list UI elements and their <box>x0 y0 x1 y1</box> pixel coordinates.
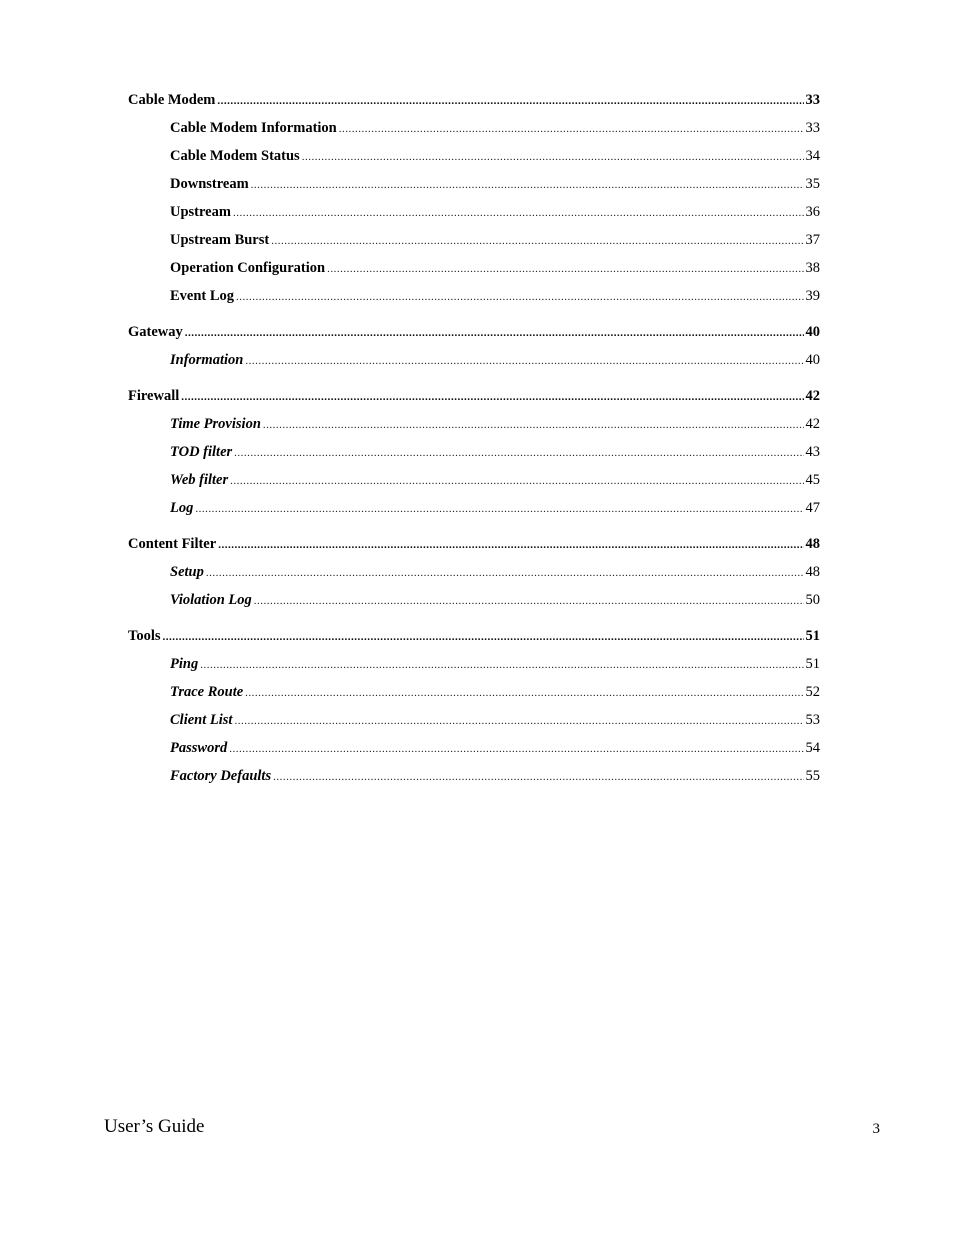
toc-subentry-title: Cable Modem Status <box>170 148 300 164</box>
toc-section <box>128 625 820 793</box>
dot-leader <box>263 414 804 436</box>
toc-subentry-title: Time Provision <box>170 416 261 432</box>
toc-subentry-page: 36 <box>805 204 820 220</box>
toc-subentry-page: 54 <box>805 740 820 756</box>
dot-leader <box>185 322 804 344</box>
toc-subentry-page: 33 <box>805 120 820 136</box>
toc-section <box>128 385 820 525</box>
toc-subentry-page: 37 <box>805 232 820 248</box>
dot-leader <box>195 498 803 520</box>
toc-entry-page: 33 <box>805 92 820 108</box>
toc-subentry-title: Downstream <box>170 176 249 192</box>
dot-leader <box>251 174 804 196</box>
table-of-contents <box>128 89 820 793</box>
toc-subentry-page: 43 <box>805 444 820 460</box>
toc-entry-subitem[interactable] <box>128 257 820 285</box>
dot-leader <box>339 118 804 140</box>
toc-entry-subitem[interactable] <box>128 173 820 201</box>
toc-subentry-title: Log <box>170 500 194 516</box>
toc-entry-subitem[interactable] <box>128 201 820 229</box>
toc-subentry-page: 50 <box>805 592 820 608</box>
toc-entry-heading[interactable] <box>128 533 820 561</box>
footer-guide-title: User’s Guide <box>104 1116 205 1137</box>
toc-entry-heading[interactable] <box>128 625 820 653</box>
toc-subentry-title: Upstream Burst <box>170 232 270 248</box>
toc-subentry-title: Event Log <box>170 288 235 304</box>
toc-section <box>128 321 820 377</box>
toc-entry-subitem[interactable] <box>128 469 820 497</box>
dot-leader <box>234 710 803 732</box>
toc-subentry-page: 35 <box>805 176 820 192</box>
dot-leader <box>217 90 803 112</box>
toc-subentry-page: 42 <box>805 416 820 432</box>
toc-subentry-title: Operation Configuration <box>170 260 326 276</box>
toc-entry-subitem[interactable] <box>128 413 820 441</box>
dot-leader <box>230 470 803 492</box>
toc-subentry-page: 53 <box>805 712 820 728</box>
toc-subentry-page: 45 <box>805 472 820 488</box>
toc-subentry-page: 47 <box>805 500 820 516</box>
toc-subentry-page: 34 <box>805 148 820 164</box>
toc-subentry-page: 39 <box>805 288 820 304</box>
toc-subentry-title: Trace Route <box>170 684 244 700</box>
toc-entry-title: Cable Modem <box>128 92 216 108</box>
dot-leader <box>302 146 804 168</box>
footer-page-number: 3 <box>872 1121 880 1137</box>
toc-entry-page: 51 <box>805 628 820 644</box>
toc-entry-subitem[interactable] <box>128 145 820 173</box>
toc-subentry-title: Setup <box>170 564 204 580</box>
dot-leader <box>245 682 803 704</box>
toc-subentry-title: Web filter <box>170 472 229 488</box>
toc-entry-subitem[interactable] <box>128 349 820 377</box>
dot-leader <box>181 386 803 408</box>
toc-entry-subitem[interactable] <box>128 681 820 709</box>
toc-subentry-page: 55 <box>805 768 820 784</box>
toc-subentry-page: 48 <box>805 564 820 580</box>
dot-leader <box>200 654 803 676</box>
toc-entry-heading[interactable] <box>128 321 820 349</box>
toc-entry-subitem[interactable] <box>128 589 820 617</box>
toc-entry-subitem[interactable] <box>128 441 820 469</box>
toc-entry-subitem[interactable] <box>128 709 820 737</box>
dot-leader <box>273 766 803 788</box>
toc-entry-subitem[interactable] <box>128 229 820 257</box>
dot-leader <box>233 202 804 224</box>
toc-section <box>128 89 820 313</box>
toc-entry-page: 42 <box>805 388 820 404</box>
toc-subentry-title: Client List <box>170 712 233 728</box>
toc-subentry-page: 52 <box>805 684 820 700</box>
dot-leader <box>229 738 803 760</box>
toc-subentry-title: Information <box>170 352 244 368</box>
dot-leader <box>327 258 803 280</box>
toc-entry-title: Content Filter <box>128 536 217 552</box>
dot-leader <box>234 442 803 464</box>
dot-leader <box>245 350 803 372</box>
toc-entry-subitem[interactable] <box>128 737 820 765</box>
toc-entry-heading[interactable] <box>128 385 820 413</box>
toc-subentry-page: 38 <box>805 260 820 276</box>
dot-leader <box>218 534 803 556</box>
toc-subentry-title: Upstream <box>170 204 231 220</box>
dot-leader <box>254 590 804 612</box>
toc-entry-title: Tools <box>128 628 161 644</box>
toc-entry-heading[interactable] <box>128 89 820 117</box>
toc-subentry-title: Violation Log <box>170 592 252 608</box>
toc-entry-subitem[interactable] <box>128 561 820 589</box>
toc-subentry-title: TOD filter <box>170 444 233 460</box>
toc-subentry-title: Cable Modem Information <box>170 120 337 136</box>
toc-entry-subitem[interactable] <box>128 117 820 145</box>
dot-leader <box>163 626 804 648</box>
dot-leader <box>206 562 804 584</box>
dot-leader <box>236 286 803 308</box>
toc-section <box>128 533 820 617</box>
toc-subentry-title: Ping <box>170 656 199 672</box>
toc-subentry-title: Password <box>170 740 228 756</box>
toc-entry-subitem[interactable] <box>128 653 820 681</box>
toc-entry-page: 48 <box>805 536 820 552</box>
toc-entry-subitem[interactable] <box>128 765 820 793</box>
toc-entry-subitem[interactable] <box>128 285 820 313</box>
toc-subentry-page: 51 <box>805 656 820 672</box>
toc-entry-title: Firewall <box>128 388 180 404</box>
toc-subentry-page: 40 <box>805 352 820 368</box>
toc-entry-title: Gateway <box>128 324 183 340</box>
toc-subentry-title: Factory Defaults <box>170 768 272 784</box>
toc-entry-subitem[interactable] <box>128 497 820 525</box>
dot-leader <box>271 230 803 252</box>
toc-entry-page: 40 <box>805 324 820 340</box>
